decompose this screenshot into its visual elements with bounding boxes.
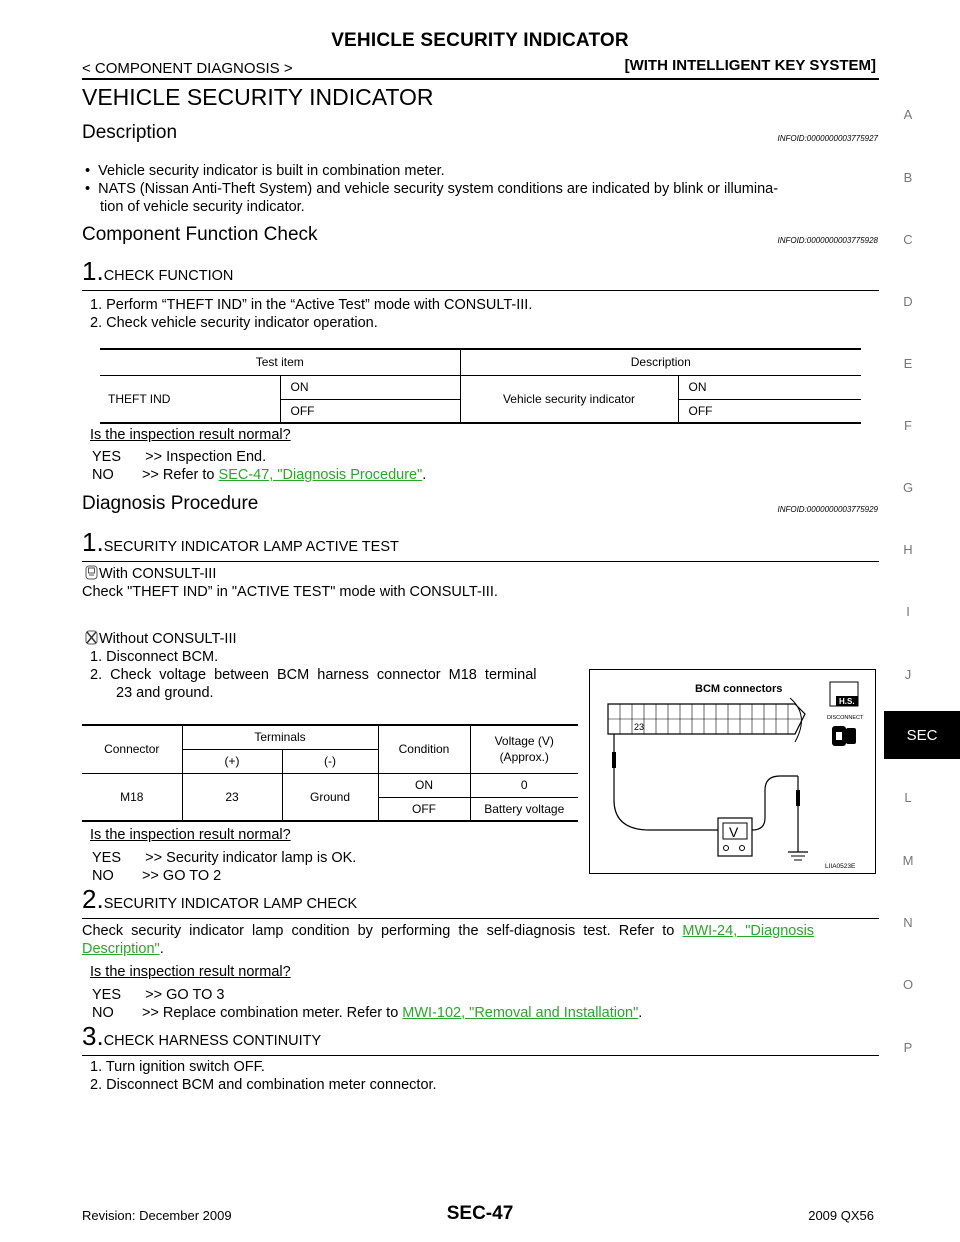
cfc-table (100, 348, 861, 424)
consult-icon (84, 565, 99, 580)
dp-question-1: Is the inspection result normal? (90, 827, 291, 843)
dp-w2a: 2. Check voltage between BCM harness connector M18 terminal (90, 667, 537, 683)
cfc-infoid: INFOID:0000000003775928 (777, 236, 878, 245)
side-index-g[interactable]: G (902, 480, 914, 495)
cfc-th-desc: Description (460, 349, 861, 375)
cfc-td-off: OFF (280, 399, 460, 423)
dp-infoid: INFOID:0000000003775929 (777, 505, 878, 514)
side-index-m[interactable]: M (902, 853, 914, 868)
side-index-sec-tab[interactable]: SEC (884, 711, 960, 759)
cfc-item-1: 1. Perform “THEFT IND” in the “Active Test” mode with CONSULT-III. (90, 297, 533, 313)
description-infoid: INFOID:0000000003775927 (777, 134, 878, 143)
side-index-c[interactable]: C (903, 232, 913, 247)
dp-yes-2: YES >> GO TO 3 (92, 987, 225, 1003)
dp-w2b: 23 and ground. (116, 685, 214, 701)
dp-td-v-on: 0 (470, 773, 578, 797)
dp-td-off: OFF (378, 797, 470, 821)
dp-step-3: 3.CHECK HARNESS CONTINUITY (82, 1021, 322, 1051)
dp-td-connector: M18 (120, 789, 144, 804)
side-index-d[interactable]: D (903, 294, 913, 309)
dp-step-2: 2.SECURITY INDICATOR LAMP CHECK (82, 884, 358, 914)
dp-th-plus: (+) (182, 749, 282, 773)
with-consult: With CONSULT-III (84, 565, 216, 583)
system-label: [WITH INTELLIGENT KEY SYSTEM] (624, 57, 876, 74)
side-index-n[interactable]: N (903, 915, 913, 930)
cfc-th-item: Test item (255, 355, 304, 370)
side-index-e[interactable]: E (903, 356, 913, 371)
cfc-yes: YES >> Inspection End. (92, 449, 267, 465)
dp-s3-2: 2. Disconnect BCM and combination meter connector. (90, 1077, 437, 1093)
dp-th-voltage: Voltage (V) (Approx.) (470, 725, 578, 773)
dp-heading: Diagnosis Procedure (82, 493, 259, 514)
disconnect-icon (832, 726, 856, 746)
bcm-connector-figure (589, 669, 876, 874)
page-title: VEHICLE SECURITY INDICATOR (82, 84, 434, 110)
bullet-2: • NATS (Nissan Anti-Theft System) and vehicle security system conditions are indicated by blink or illumina- (85, 181, 779, 197)
dp-step2-text: Check security indicator lamp condition by performing the self-diagnosis test. Refer to MWI-24, "Diagnosis (82, 923, 815, 939)
cfc-td-desc: Vehicle security indicator (460, 375, 678, 423)
mwi102-link[interactable]: MWI-102, "Removal and Installation" (402, 1005, 639, 1021)
voltmeter-label: V (729, 824, 739, 840)
no-consult-icon (84, 630, 99, 645)
footer-revision: Revision: December 2009 (82, 1208, 232, 1223)
side-index-o[interactable]: O (902, 977, 914, 992)
dp-step3-rule (82, 1055, 879, 1056)
dp-w1: 1. Disconnect BCM. (90, 649, 219, 665)
bullet-1: • Vehicle security indicator is built in combination meter. (85, 163, 445, 179)
cfc-step-rule (82, 290, 879, 291)
header-divider (82, 78, 879, 80)
dp-s3-1: 1. Turn ignition switch OFF. (90, 1059, 265, 1075)
cfc-step-1: 1.CHECK FUNCTION (82, 256, 234, 286)
with-consult-text: Check "THEFT IND” in "ACTIVE TEST" mode with CONSULT-III. (82, 584, 498, 600)
footer-page-number: SEC-47 (446, 1203, 514, 1224)
dp-th-condition: Condition (378, 725, 470, 773)
dp-td-on: ON (378, 773, 470, 797)
document-header-title: VEHICLE SECURITY INDICATOR (331, 30, 629, 51)
bullet-2-cont: tion of vehicle security indicator. (100, 199, 305, 215)
cfc-td-on2: ON (678, 375, 861, 399)
dp-th-connector: Connector (82, 725, 182, 773)
side-index-f[interactable]: F (904, 418, 912, 433)
dp-no-1: NO >> GO TO 2 (92, 868, 222, 884)
without-consult: Without CONSULT-III (84, 630, 237, 648)
dp-yes-1: YES >> Security indicator lamp is OK. (92, 850, 357, 866)
side-index-i[interactable]: I (906, 604, 910, 619)
dp-voltage-table (82, 724, 578, 822)
description-heading: Description (82, 122, 178, 143)
cfc-no-link[interactable]: SEC-47, "Diagnosis Procedure" (218, 467, 423, 483)
footer-model: 2009 QX56 (808, 1208, 874, 1223)
side-index-p[interactable]: P (903, 1040, 913, 1055)
side-index-h[interactable]: H (903, 542, 913, 557)
cfc-td-off2: OFF (678, 399, 861, 423)
side-index-j[interactable]: J (904, 667, 912, 682)
cfc-item-2: 2. Check vehicle security indicator operation. (90, 315, 378, 331)
mwi24-link[interactable]: MWI-24, "Diagnosis (682, 923, 815, 939)
figure-title: BCM connectors (695, 683, 783, 695)
figure-code: LIIA0523E (825, 863, 856, 870)
cfc-question: Is the inspection result normal? (90, 427, 291, 443)
dp-step1-rule (82, 561, 879, 562)
terminal-label: 23 (634, 722, 645, 732)
dp-th-terminals: Terminals (182, 725, 378, 749)
side-index-b[interactable]: B (903, 170, 913, 185)
dp-no-2: NO >> Replace combination meter. Refer to MWI-102, "Removal and Installation". (92, 1005, 643, 1021)
dp-step2-rule (82, 918, 879, 919)
dp-step-1: 1.SECURITY INDICATOR LAMP ACTIVE TEST (82, 527, 399, 557)
mwi24-link-cont[interactable]: Description" (82, 941, 160, 957)
svg-text:H.S.: H.S. (839, 697, 855, 706)
dp-td-ground: Ground (282, 773, 378, 821)
hs-badge (830, 682, 858, 706)
disconnect-label: DISCONNECT (827, 715, 864, 721)
cfc-no: NO >> Refer to SEC-47, "Diagnosis Procedure". (92, 467, 427, 483)
dp-th-minus: (-) (282, 749, 378, 773)
dp-td-v-off: Battery voltage (470, 797, 578, 821)
cfc-td-on: ON (280, 375, 460, 399)
side-index-a[interactable]: A (903, 107, 913, 122)
dp-td-terminal: 23 (182, 773, 282, 821)
cfc-heading: Component Function Check (82, 224, 318, 245)
breadcrumb: < COMPONENT DIAGNOSIS > (82, 60, 293, 77)
side-index-l[interactable]: L (904, 790, 912, 805)
dp-step2-text-cont: Description". (82, 941, 164, 957)
cfc-td-item: THEFT IND (108, 391, 171, 406)
dp-question-2: Is the inspection result normal? (90, 964, 291, 980)
